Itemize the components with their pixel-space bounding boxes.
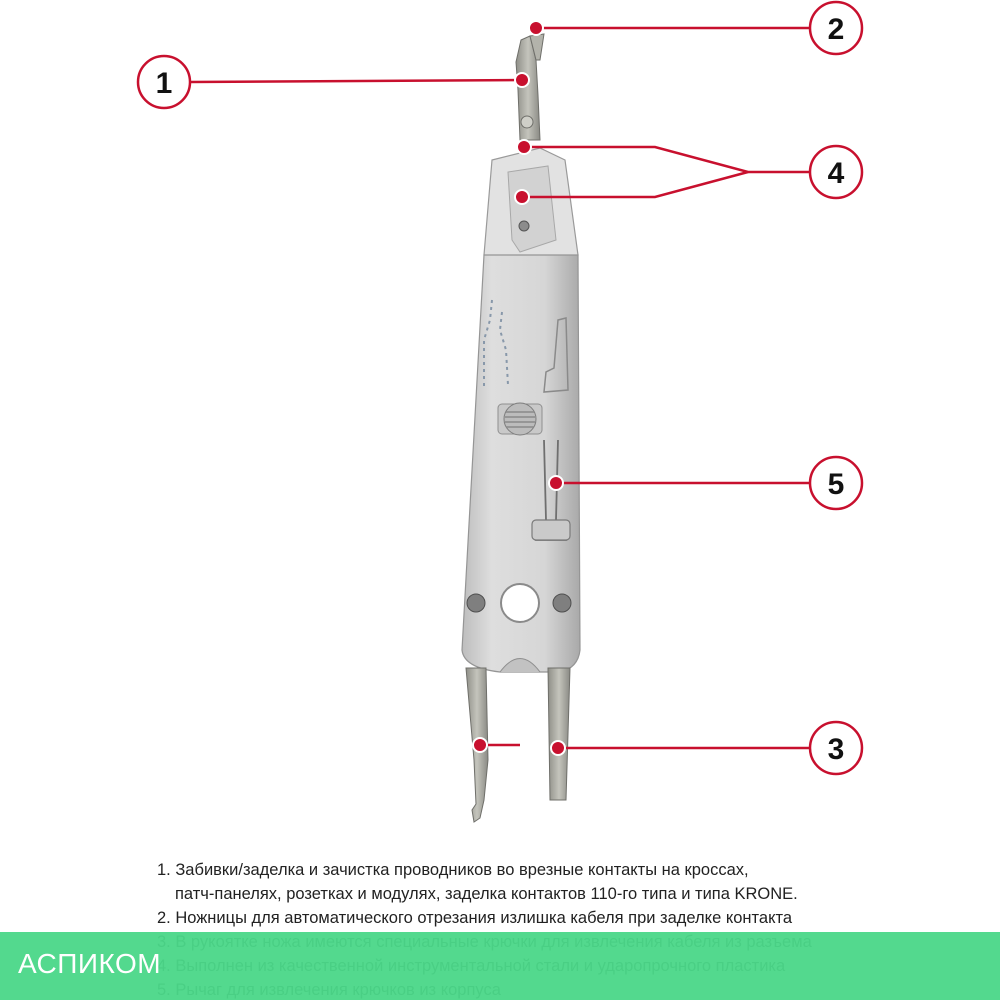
legend-item-2: 2. Ножницы для автоматического отрезания излишка кабеля при заделке контакта (157, 909, 793, 927)
bottom-screw-right (553, 594, 571, 612)
callout-badge-1 (138, 56, 190, 108)
legend-item-1-line-2: патч-панелях, розетках и модулях, заделка контактов 110-го типа и типа KRONE. (175, 885, 798, 903)
dot-1 (515, 73, 529, 87)
head-screw (519, 221, 529, 231)
callout-number-2: 2 (827, 13, 845, 46)
hook-right (548, 668, 570, 800)
lever-knob (532, 520, 570, 540)
callout-number-4: 4 (827, 157, 845, 190)
adjust-wheel (504, 403, 536, 435)
brand-name: АСПИКОМ (18, 948, 162, 979)
lanyard-hole (501, 584, 539, 622)
callout-badge-4 (810, 146, 862, 198)
callout-badge-3 (810, 722, 862, 774)
dot-4a (517, 140, 531, 154)
callout-number-5: 5 (827, 468, 845, 501)
leader-4 (524, 147, 810, 172)
callout-number-3: 3 (827, 733, 845, 766)
leader-1 (190, 80, 522, 82)
callout-number-1: 1 (155, 67, 173, 100)
bottom-screw-left (467, 594, 485, 612)
dot-3b (551, 741, 565, 755)
dot-5 (549, 476, 563, 490)
blade-rivet (521, 116, 533, 128)
dot-2 (529, 21, 543, 35)
callout-badge-5 (810, 457, 862, 509)
legend-item-1-line-1: 1. Забивки/заделка и зачистка проводников во врезные контакты на кроссах, (157, 861, 749, 879)
dot-3a (473, 738, 487, 752)
callout-badge-2 (810, 2, 862, 54)
head-inner-ridge (508, 166, 556, 252)
dot-4b (515, 190, 529, 204)
